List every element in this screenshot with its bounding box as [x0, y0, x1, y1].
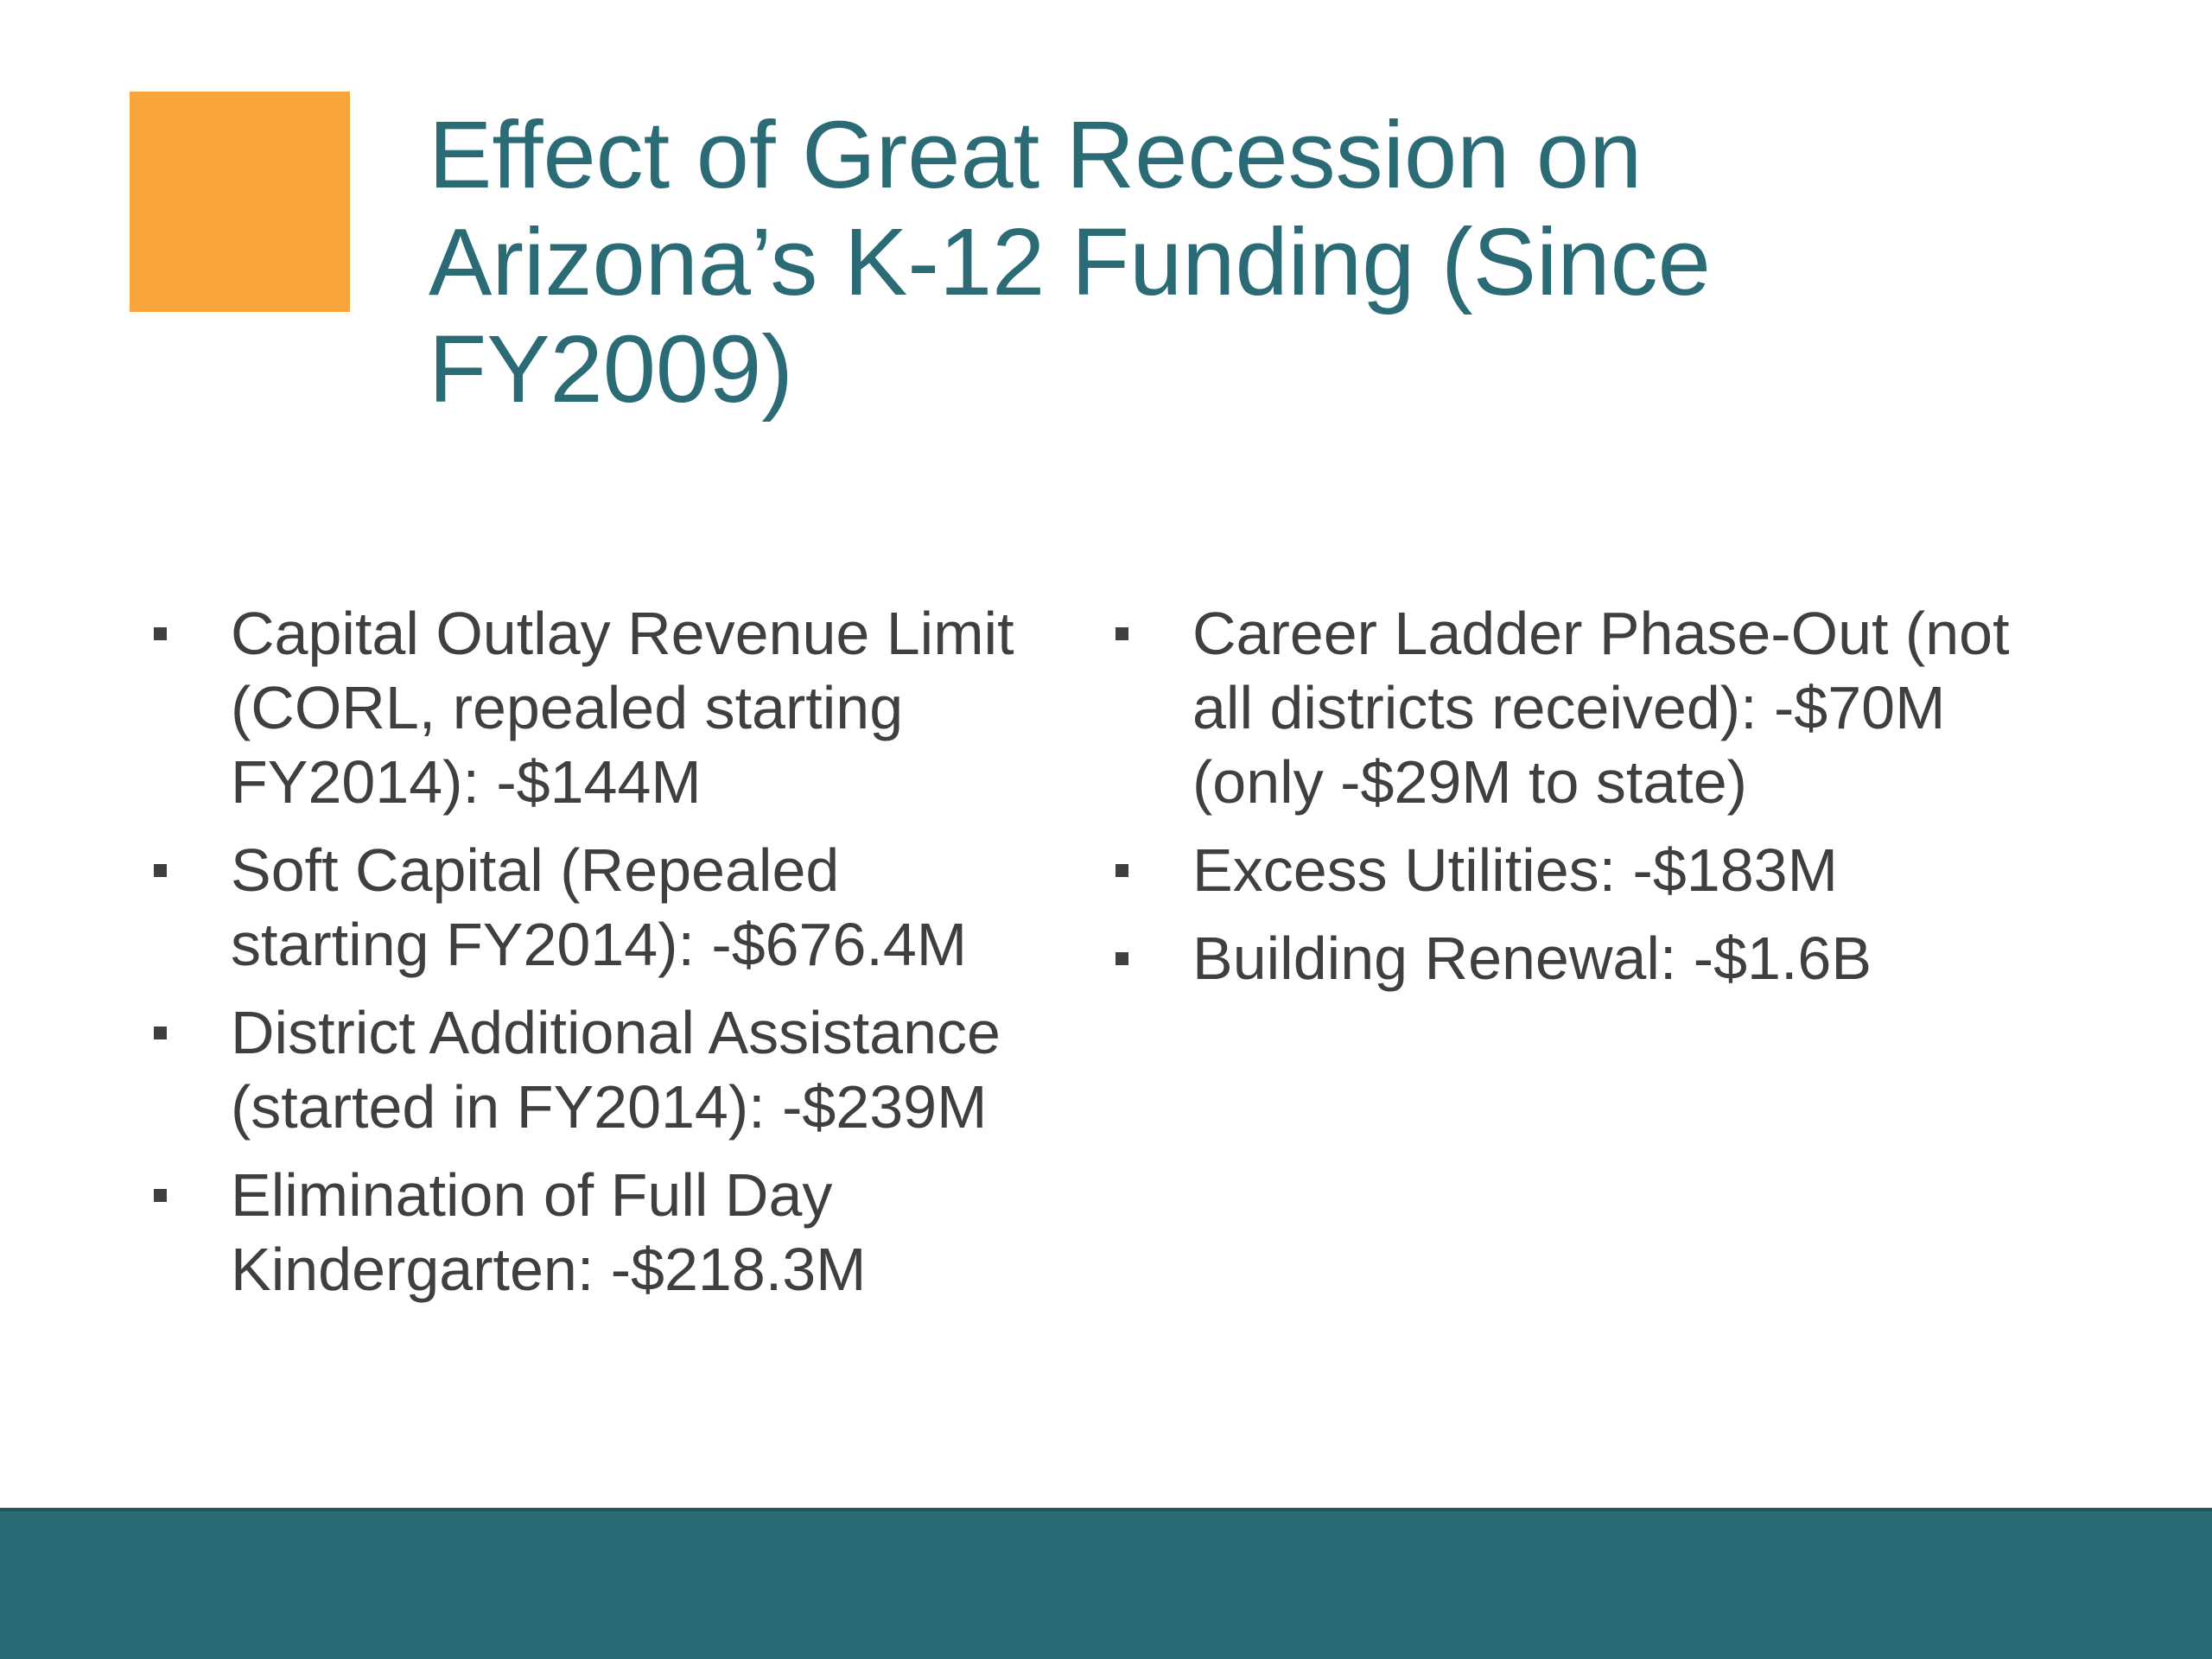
square-bullet-icon	[1116, 627, 1128, 640]
square-bullet-icon	[1116, 952, 1128, 965]
bullet-text: Capital Outlay Revenue Limit (CORL, repealed starting FY2014): -$144M	[231, 600, 1014, 816]
square-bullet-icon	[154, 1189, 167, 1202]
bullet-text: District Additional Assistance (started in FY2014): -$239M	[231, 999, 1001, 1141]
bullet-list-left	[149, 596, 1047, 1320]
bullet-text: Soft Capital (Repealed starting FY2014): -$676.4M	[231, 836, 968, 978]
bullet-text: Elimination of Full Day Kindergarten: -$218.3M	[231, 1161, 867, 1303]
footer-bar	[0, 1508, 2212, 1659]
square-bullet-icon	[154, 1027, 167, 1039]
bullet-item	[149, 1158, 1047, 1306]
bullet-item	[1110, 596, 2018, 819]
bullet-item	[1110, 833, 2018, 907]
bullet-text: Excess Utilities: -$183M	[1192, 836, 1838, 904]
slide-title: Effect of Great Recession on Arizona’s K-12 Funding (Since FY2009)	[429, 102, 1711, 423]
square-bullet-icon	[154, 864, 167, 877]
bullet-item	[149, 596, 1047, 819]
square-bullet-icon	[154, 627, 167, 640]
bullet-item	[1110, 921, 2018, 995]
bullet-text: Career Ladder Phase-Out (not all districts received): -$70M (only -$29M to state)	[1192, 600, 2010, 816]
bullet-list-right	[1110, 596, 2018, 1009]
bullet-item	[149, 833, 1047, 982]
square-bullet-icon	[1116, 864, 1128, 877]
bullet-item	[149, 995, 1047, 1144]
accent-square	[130, 92, 350, 312]
bullet-text: Building Renewal: -$1.6B	[1192, 925, 1872, 992]
